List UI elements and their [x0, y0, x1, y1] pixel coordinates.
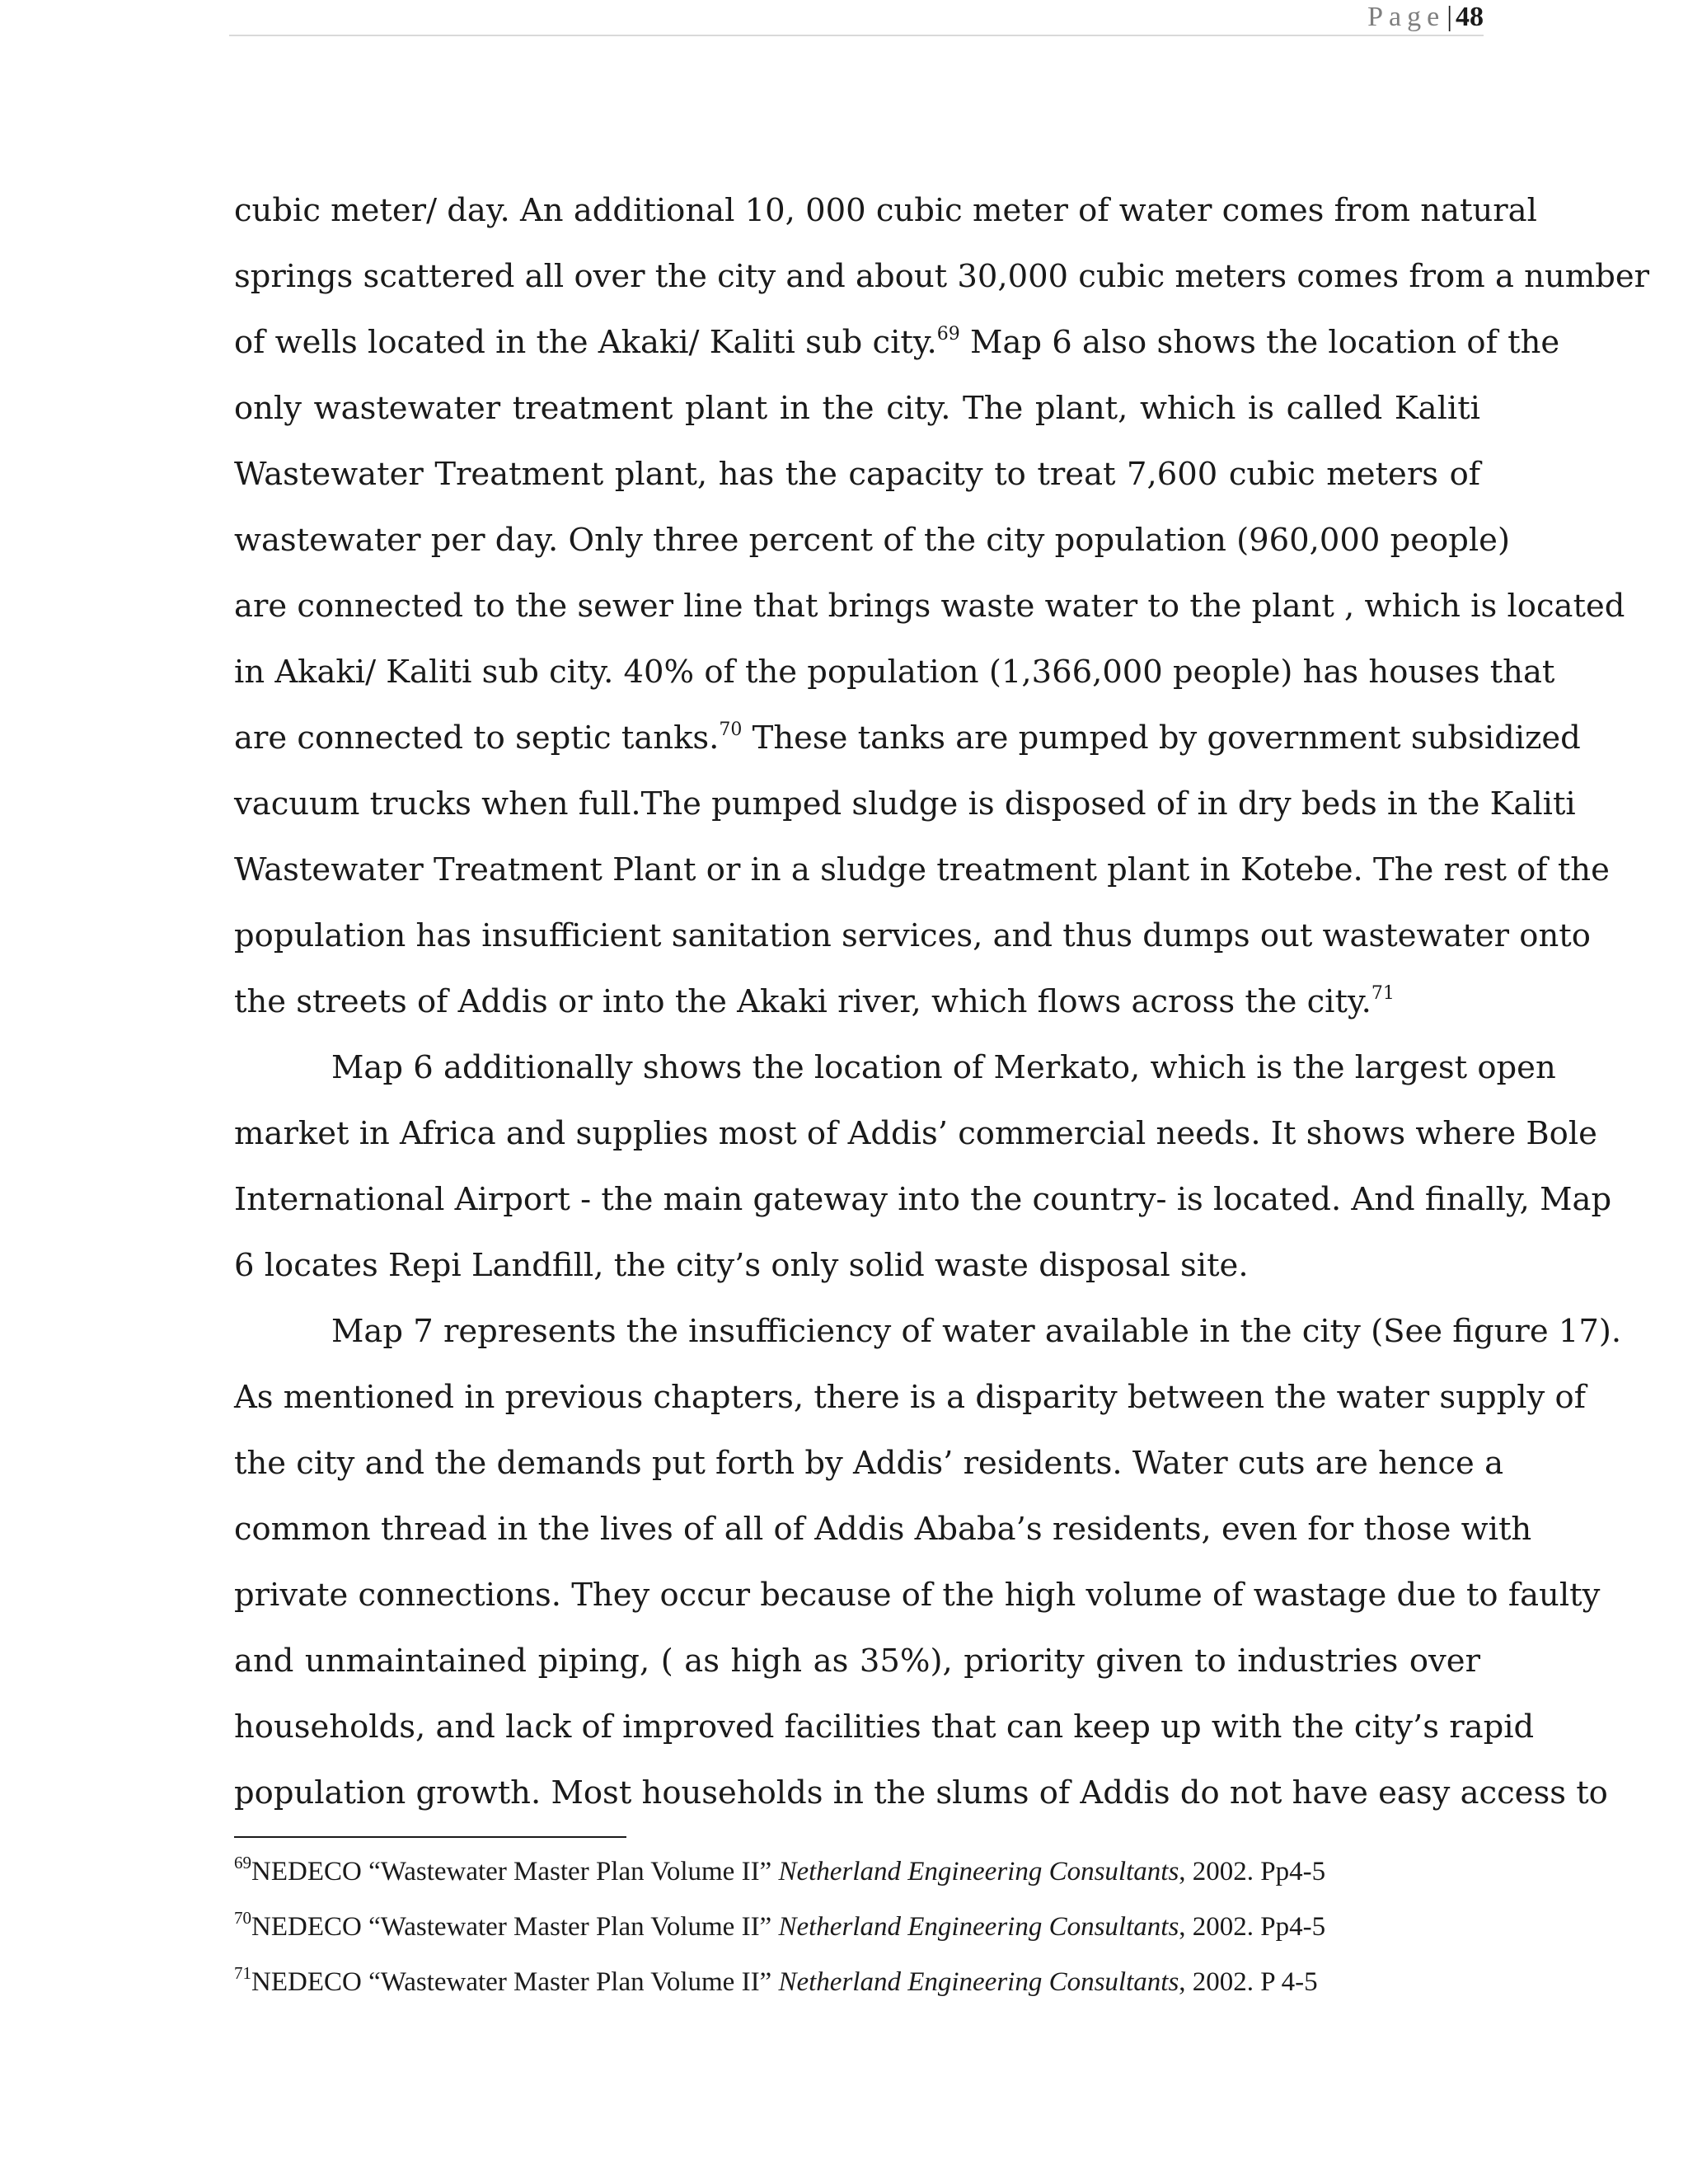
text-line-content: cubic meter/ day. An additional 10, 000 cubic meter of water comes from natural	[234, 192, 1537, 229]
text-line-continuation: Map 6 also shows the location of the	[959, 324, 1560, 361]
text-line-content: population growth. Most households in the slums of Addis do not have easy access to	[234, 1774, 1608, 1811]
footnote-70	[234, 1900, 1553, 1955]
text-line-content: common thread in the lives of all of Addis Ababa’s residents, even for those with	[234, 1511, 1532, 1548]
text-line	[234, 640, 1555, 705]
footnote-author: NEDECO “Wastewater Master Plan Volume II”	[251, 1912, 779, 1942]
footnote-author: NEDECO “Wastewater Master Plan Volume II”	[251, 1967, 779, 1997]
text-line	[234, 1563, 1601, 1629]
footnote-source: Netherland Engineering Consultants	[778, 1912, 1179, 1942]
page-word: Page	[1367, 2, 1446, 32]
text-line-content: in Akaki/ Kaliti sub city. 40% of the population (1,366,000 people) has houses that	[234, 654, 1555, 691]
text-line-content: Wastewater Treatment plant, has the capacity to treat 7,600 cubic meters of	[234, 456, 1480, 493]
text-line-content: of wells located in the Akaki/ Kaliti sub city.	[234, 324, 937, 361]
text-line-content: As mentioned in previous chapters, there is a disparity between the water supply of	[234, 1379, 1586, 1416]
footnote-source: Netherland Engineering Consultants	[778, 1967, 1179, 1997]
text-line-content: only wastewater treatment plant in the city. The plant, which is called Kaliti	[234, 390, 1480, 427]
footnote-detail: , 2002. P 4-5	[1179, 1967, 1318, 1997]
footnotes	[234, 1844, 1553, 2010]
text-line-content: private connections. They occur because of the high volume of wastage due to faulty	[234, 1577, 1601, 1614]
text-line	[234, 1299, 1622, 1365]
footnote-marker: 71	[1371, 983, 1395, 1004]
text-line	[234, 376, 1480, 442]
text-line-content: and unmaintained piping, ( as high as 35%), priority given to industries over	[234, 1643, 1480, 1680]
text-line-content: Wastewater Treatment Plant or in a sludge treatment plant in Kotebe. The rest of the	[234, 851, 1610, 888]
text-line	[234, 903, 1591, 969]
text-line	[234, 1760, 1608, 1826]
footnote-71	[234, 1955, 1553, 2010]
text-line-content: springs scattered all over the city and about 30,000 cubic meters comes from a number	[234, 258, 1650, 295]
text-line	[234, 1233, 1480, 1299]
text-line	[234, 442, 1480, 508]
text-line-content: wastewater per day. Only three percent of the city population (960,000 people)	[234, 522, 1510, 559]
text-line	[234, 574, 1625, 640]
body-text	[234, 178, 1650, 1826]
page-number: 48	[1456, 2, 1484, 32]
footnote-marker: 69	[936, 324, 960, 344]
footnote-author: NEDECO “Wastewater Master Plan Volume II”	[251, 1857, 779, 1886]
text-line	[234, 1431, 1504, 1497]
footnote-number: 69	[234, 1853, 251, 1872]
footnote-marker: 70	[719, 719, 743, 740]
text-line	[234, 1497, 1532, 1563]
text-line-content: households, and lack of improved facilities that can keep up with the city’s rapid	[234, 1708, 1535, 1746]
page-number-label	[1367, 0, 1484, 35]
page-separator: |	[1447, 2, 1452, 32]
text-line-content: vacuum trucks when full.The pumped sludge is disposed of in dry beds in the Kaliti	[234, 785, 1576, 823]
text-line	[234, 969, 1480, 1035]
text-line	[234, 1365, 1586, 1431]
text-line	[234, 705, 1581, 771]
text-line-content: market in Africa and supplies most of Addis’ commercial needs. It shows where Bole	[234, 1115, 1597, 1152]
text-line-content: 6 locates Repi Landfill, the city’s only solid waste disposal site.	[234, 1247, 1249, 1284]
footnote-divider	[234, 1836, 626, 1838]
text-line	[234, 1167, 1612, 1233]
text-line-content: are connected to the sewer line that brings waste water to the plant , which is located	[234, 588, 1625, 625]
page-header	[229, 0, 1484, 36]
text-line-content: the city and the demands put forth by Addis’ residents. Water cuts are hence a	[234, 1445, 1504, 1482]
text-line	[234, 1694, 1535, 1760]
footnote-number: 71	[234, 1963, 251, 1983]
text-line	[234, 837, 1610, 903]
footnote-detail: , 2002. Pp4-5	[1179, 1857, 1326, 1886]
text-line-content: International Airport - the main gateway into the country- is located. And finally, Map	[234, 1181, 1612, 1218]
text-line	[234, 244, 1650, 310]
footnote-source: Netherland Engineering Consultants	[778, 1857, 1179, 1886]
text-line-content: Map 7 represents the insufficiency of water available in the city (See figure 17).	[331, 1313, 1622, 1350]
text-line	[234, 1101, 1597, 1167]
text-line-content: the streets of Addis or into the Akaki river, which flows across the city.	[234, 983, 1372, 1020]
text-line	[234, 1035, 1556, 1101]
text-line	[234, 771, 1576, 837]
text-line-continuation: These tanks are pumped by government subsidized	[742, 719, 1581, 757]
text-line	[234, 310, 1560, 376]
text-line	[234, 1629, 1480, 1694]
text-line-content: Map 6 additionally shows the location of Merkato, which is the largest open	[331, 1049, 1556, 1086]
text-line-content: population has insufficient sanitation services, and thus dumps out wastewater onto	[234, 917, 1591, 954]
footnote-number: 70	[234, 1908, 251, 1928]
footnote-69	[234, 1844, 1553, 1900]
footnote-detail: , 2002. Pp4-5	[1179, 1912, 1326, 1942]
text-line	[234, 178, 1537, 244]
text-line	[234, 508, 1510, 574]
text-line-content: are connected to septic tanks.	[234, 719, 720, 757]
